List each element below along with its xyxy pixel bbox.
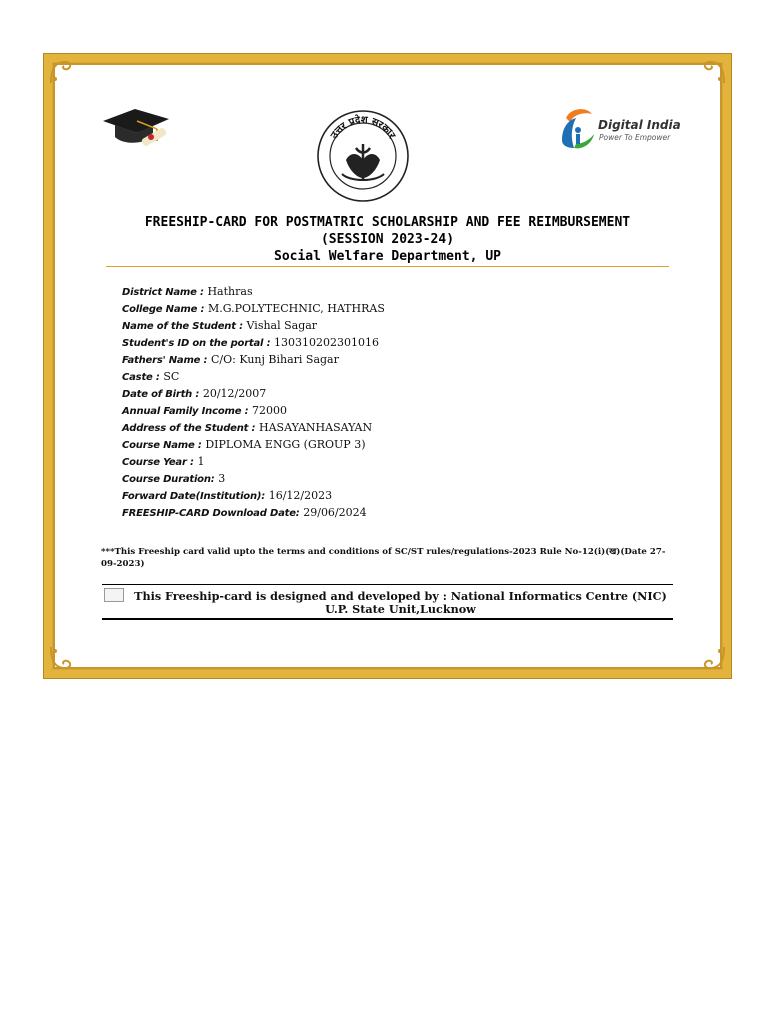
- field-label: Course Year :: [122, 457, 194, 468]
- footer-credit: This Freeship-card is designed and developed by : National Informatics Centre (NIC) U.P. State Unit,Lucknow: [134, 589, 667, 616]
- field-income: [122, 402, 662, 419]
- field-label: FREESHIP-CARD Download Date:: [122, 508, 300, 519]
- field-value: C/O: Kunj Bihari Sagar: [211, 353, 339, 366]
- title-line-1: FREESHIP-CARD FOR POSTMATRIC SCHOLARSHIP AND FEE REIMBURSEMENT: [144, 215, 631, 230]
- field-value: M.G.POLYTECHNIC, HATHRAS: [207, 302, 385, 315]
- field-label: Name of the Student :: [122, 321, 243, 332]
- digital-india-title: Digital India: [598, 118, 681, 132]
- emblem-text: उत्तर प्रदेश सरकार: [328, 114, 398, 141]
- field-label: Forward Date(Institution):: [122, 491, 266, 502]
- card-title: [106, 214, 669, 265]
- field-label: District Name :: [122, 287, 204, 298]
- field-label: Address of the Student :: [122, 423, 256, 434]
- field-value: 130310202301016: [274, 336, 380, 349]
- field-course-duration: [122, 470, 662, 487]
- field-course-year: [122, 453, 662, 470]
- field-value: HASAYANHASAYAN: [259, 421, 373, 434]
- field-value: Hathras: [207, 285, 253, 298]
- corner-ornament-icon: [700, 59, 726, 85]
- title-session: (SESSION 2023-24): [320, 232, 455, 247]
- field-student-id: [122, 334, 662, 351]
- field-value: Vishal Sagar: [246, 319, 318, 332]
- title-department: Social Welfare Department, UP: [274, 249, 501, 264]
- field-value: 16/12/2023: [268, 489, 333, 502]
- field-label: Date of Birth :: [122, 389, 200, 400]
- field-course-name: [122, 436, 662, 453]
- corner-ornament-icon: [49, 59, 75, 85]
- corner-ornament-icon: [49, 645, 75, 671]
- field-value: 72000: [252, 404, 288, 417]
- field-label: Course Name :: [122, 440, 202, 451]
- field-dob: [122, 385, 662, 402]
- field-value: SC: [163, 370, 180, 383]
- field-value: 29/06/2024: [303, 506, 367, 519]
- broken-image-icon: [104, 588, 124, 602]
- digital-india-tagline: Power To Empower: [599, 133, 671, 142]
- field-label: Caste :: [122, 372, 160, 383]
- field-address: [122, 419, 662, 436]
- field-label: College Name :: [122, 304, 205, 315]
- field-father-name: [122, 351, 662, 368]
- field-label: Course Duration:: [122, 474, 215, 485]
- field-college: [122, 300, 662, 317]
- field-value: 20/12/2007: [202, 387, 267, 400]
- field-value: 3: [218, 472, 226, 485]
- validity-note: ***This Freeship card valid upto the terms and conditions of SC/ST rules/regulations-2023 Rule No-12(i)(ख)(Date 27-09-2023): [101, 547, 666, 569]
- field-caste: [122, 368, 662, 385]
- field-label: Student's ID on the portal :: [122, 338, 271, 349]
- field-value: 1: [197, 455, 205, 468]
- field-label: Fathers' Name :: [122, 355, 208, 366]
- field-label: Annual Family Income :: [122, 406, 249, 417]
- field-district: [122, 283, 662, 300]
- footer: [102, 584, 673, 620]
- graduation-cap-icon: [101, 103, 171, 151]
- corner-ornament-icon: [700, 645, 726, 671]
- field-download-date: [122, 504, 662, 521]
- field-forward-date: [122, 487, 662, 504]
- up-government-emblem-icon: [316, 108, 410, 204]
- student-details: [122, 283, 662, 521]
- field-value: DIPLOMA ENGG (GROUP 3): [205, 438, 366, 451]
- title-divider: [106, 266, 669, 267]
- field-student-name: [122, 317, 662, 334]
